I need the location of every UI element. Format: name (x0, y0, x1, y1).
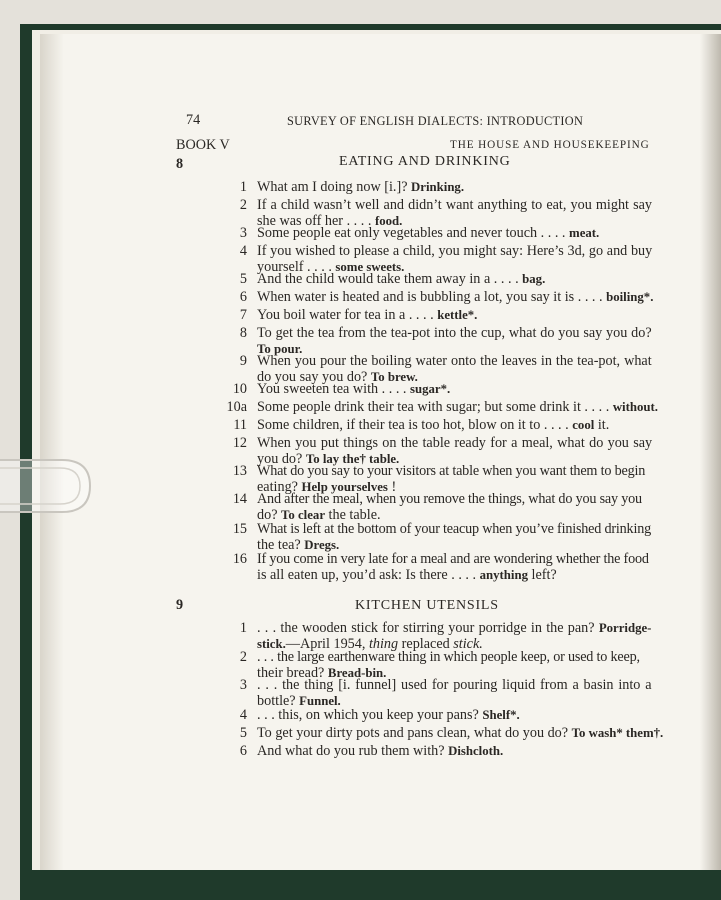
answer-text: To lay the† table. (305, 451, 400, 466)
page-number: 74 (186, 112, 201, 128)
question-text (257, 725, 663, 741)
prompt-text: . . . the wooden stick for stirring your porridge in the pan? (257, 620, 599, 636)
answer-text: To pour. (257, 341, 303, 356)
section-title: EATING AND DRINKING (339, 154, 511, 169)
answer-text: anything (479, 567, 528, 582)
prompt-text: eating? (257, 478, 302, 495)
italic-text: thing (368, 635, 399, 652)
prompt-text: To get your dirty pots and pans clean, what do you do? (257, 725, 572, 741)
answer-text: Help yourselves (301, 479, 388, 494)
question-text (257, 649, 640, 665)
answer-text: bag. (522, 272, 546, 286)
italic-text: stick. (453, 635, 483, 652)
question-text (257, 307, 477, 323)
prompt-text: And what do you rub them with? (257, 743, 449, 759)
question-text (257, 225, 599, 241)
question-text (257, 707, 520, 723)
prompt-text: When water is heated and is bubbling a lot, you say it is . . . . (257, 289, 607, 305)
prompt-text: What am I doing now [i.]? (257, 179, 412, 195)
question-number: 4 (239, 243, 247, 259)
question-text (257, 567, 557, 583)
question-text (257, 551, 649, 567)
question-number: 2 (239, 197, 247, 213)
prompt-text: she was off her . . . . (257, 212, 375, 229)
question-number: 5 (239, 271, 247, 287)
question-text (257, 417, 609, 433)
answer-text: To wash* them†. (571, 726, 664, 740)
book-subtitle: THE HOUSE AND HOUSEKEEPING (450, 139, 650, 151)
question-number: 1 (239, 620, 247, 636)
question-number: 1 (239, 179, 247, 195)
prompt-text: When you pour the boiling water onto the leaves in the tea-pot, what (257, 353, 652, 369)
answer-text: To clear (281, 507, 325, 522)
question-number: 6 (239, 289, 247, 305)
prompt-text: the table. (325, 506, 381, 523)
running-title-suffix: : INTRODUCTION (479, 114, 584, 128)
answer-text: sugar*. (410, 382, 451, 396)
answer-text: Funnel. (299, 693, 341, 708)
prompt-text: When you put things on the table ready for a meal, what do you say (257, 435, 653, 451)
running-title-main: SURVEY OF ENGLISH DIALECTS (287, 114, 480, 128)
question-text (257, 521, 651, 537)
question-number: 4 (239, 707, 247, 723)
prompt-text: you do? (257, 450, 306, 467)
answer-text: cool (572, 418, 595, 432)
question-number: 3 (239, 225, 247, 241)
question-text (257, 399, 658, 415)
question-text (257, 677, 652, 693)
answer-text: without. (612, 400, 658, 414)
prompt-text: . . . the thing [i. funnel] used for pouring liquid from a basin into a (257, 677, 652, 693)
answer-text: some sweets. (335, 259, 405, 274)
question-number: 14 (232, 491, 247, 507)
running-title (287, 113, 583, 129)
question-number: 13 (232, 463, 247, 479)
question-text (257, 491, 642, 507)
question-text (257, 289, 653, 305)
question-text (257, 620, 651, 636)
prompt-text: left? (527, 566, 557, 583)
prompt-text: their bread? (257, 664, 328, 681)
prompt-text: What do you say to your visitors at table when you want them to begin (257, 463, 646, 479)
answer-text: To brew. (370, 369, 418, 384)
prompt-text: And the child would take them away in a . . . . (257, 271, 523, 287)
prompt-text: do you say you do? (257, 368, 371, 385)
prompt-text: do? (257, 506, 282, 523)
question-text (257, 463, 645, 479)
question-text (257, 243, 652, 259)
question-number: 12 (232, 435, 247, 451)
answer-text: boiling*. (606, 290, 654, 304)
answer-text: Dregs. (304, 537, 340, 552)
question-number: 8 (239, 325, 247, 341)
question-number: 6 (239, 743, 247, 759)
section-number: 9 (176, 597, 184, 613)
section-title: KITCHEN UTENSILS (355, 598, 499, 613)
question-text (257, 435, 652, 451)
question-number: 10 (232, 381, 247, 397)
prompt-text: —April 1954, (285, 635, 369, 652)
prompt-text: . . . the large earthenware thing in which people keep, or used to keep, (257, 649, 640, 665)
question-number: 3 (239, 677, 247, 693)
question-number: 2 (239, 649, 247, 665)
prompt-text: Some children, if their tea is too hot, blow on it to . . . . (257, 417, 573, 433)
prompt-text: To get the tea from the tea-pot into the cup, what do you say you do? (257, 325, 652, 341)
prompt-text: ! (387, 478, 397, 495)
question-text (257, 271, 545, 287)
prompt-text: is all eaten up, you’d ask: Is there . . . . (257, 566, 480, 583)
question-number: 10a (226, 399, 247, 415)
gutter-shadow (700, 34, 721, 870)
answer-text: meat. (569, 226, 600, 240)
answer-text: Porridge- (598, 621, 652, 635)
question-text (257, 179, 464, 195)
question-number: 15 (232, 521, 247, 537)
answer-text: Dishcloth. (448, 744, 504, 758)
prompt-text: replaced (398, 635, 454, 652)
question-text (257, 353, 652, 369)
question-number: 9 (239, 353, 247, 369)
question-number: 5 (239, 725, 247, 741)
prompt-text: If you come in very late for a meal and are wondering whether the food (257, 551, 649, 567)
prompt-text: bottle? (257, 692, 300, 709)
answer-text: Shelf*. (482, 708, 520, 722)
answer-text: food. (374, 213, 403, 228)
prompt-text: . . . this, on which you keep your pans? (257, 707, 483, 723)
question-text (257, 325, 652, 341)
prompt-text: Some people drink their tea with sugar; but some drink it . . . . (257, 399, 613, 415)
answer-text: kettle*. (437, 308, 478, 322)
prompt-text: yourself . . . . (257, 258, 336, 275)
page-clip-icon (0, 452, 92, 520)
prompt-text: it. (594, 417, 610, 433)
prompt-text: the tea? (257, 536, 305, 553)
answer-text: stick. (257, 636, 286, 651)
question-text (257, 743, 503, 759)
prompt-text: If you wished to please a child, you might say: Here’s 3d, go and buy (257, 243, 653, 259)
answer-text: Bread-bin. (327, 665, 387, 680)
prompt-text: If a child wasn’t well and didn’t want anything to eat, you might say (257, 197, 652, 213)
question-number: 16 (232, 551, 247, 567)
prompt-text: What is left at the bottom of your teacup when you’ve finished drinking (257, 521, 651, 537)
section-number: 8 (176, 156, 184, 172)
question-number: 11 (233, 417, 247, 433)
answer-text: Drinking. (411, 180, 465, 194)
prompt-text: And after the meal, when you remove the things, what do you say you (257, 491, 642, 507)
question-text (257, 197, 652, 213)
prompt-text: You sweeten tea with . . . . (257, 381, 411, 397)
question-text (257, 381, 450, 397)
book-label: BOOK V (176, 137, 230, 153)
question-number: 7 (239, 307, 247, 323)
prompt-text: Some people eat only vegetables and never touch . . . . (257, 225, 570, 241)
prompt-text: You boil water for tea in a . . . . (257, 307, 438, 323)
